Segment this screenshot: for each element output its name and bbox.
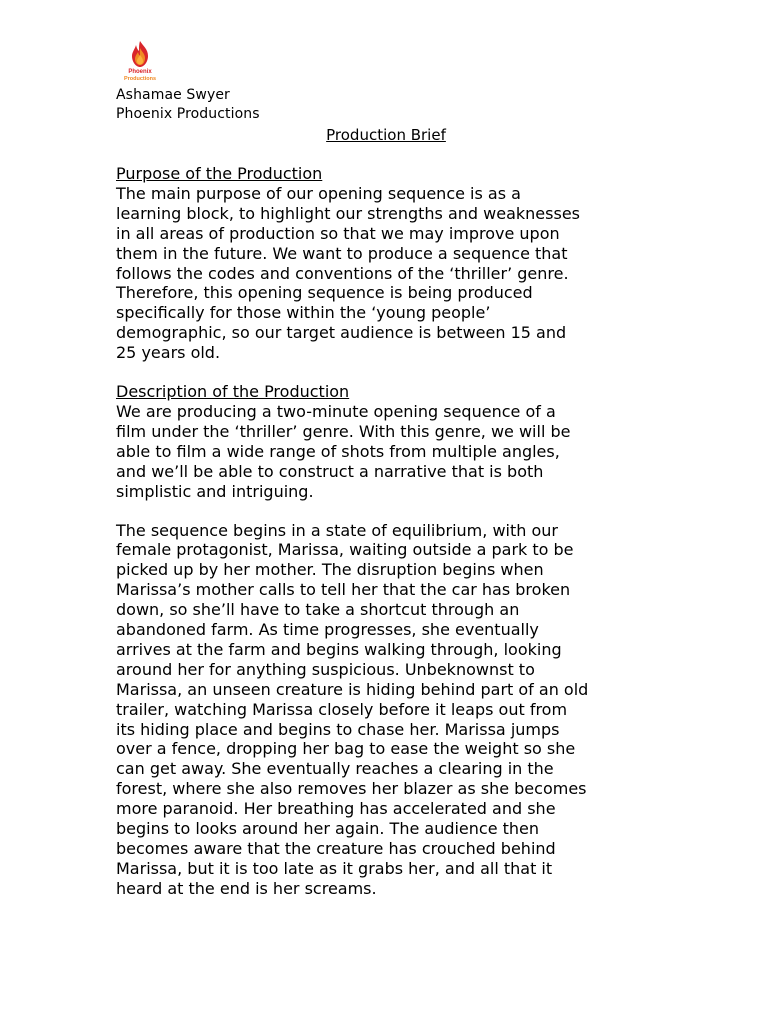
description-heading: Description of the Production xyxy=(116,382,350,402)
description-section xyxy=(116,382,656,899)
phoenix-productions-logo xyxy=(116,40,164,86)
company-name: Phoenix Productions xyxy=(116,106,260,122)
spacer xyxy=(116,145,656,164)
logo-text-line1: Phoenix xyxy=(128,69,152,75)
logo-text-line2: Productions xyxy=(123,76,157,82)
spacer xyxy=(116,502,656,521)
purpose-section xyxy=(116,164,656,363)
purpose-heading: Purpose of the Production xyxy=(116,164,323,183)
author-name: Ashamae Swyer xyxy=(116,87,230,103)
flame-icon xyxy=(128,40,152,70)
logo-wordmark xyxy=(116,69,164,83)
document-title: Production Brief xyxy=(326,126,446,144)
document-page xyxy=(116,40,656,899)
description-paragraph-2: The sequence begins in a state of equilibrium, with our female protagonist, Marissa, waiting outside a park to be picked up by her mother. The disruption begins when Marissa’s mother calls to tell her that the car has broken down, so she’ll have to take a shortcut through an abandoned farm. As time progresses, she eventually arrives at the farm and begins walking through, looking around her for anything suspicious. Unbeknownst to Marissa, an unseen creature is hiding behind part of an old trailer, watching Marissa closely before it leaps out from its hiding place and begins to chase her. Marissa jumps over a fence, dropping her bag to ease the weight so she can get away. She eventually reaches a clearing in the forest, where she also removes her blazer as she becomes more paranoid. Her breathing has accelerated and she begins to looks around her again. The audience then becomes aware that the creature has crouched behind Marissa, but it is too late as it grabs her, and all that it heard at the end is her screams. xyxy=(116,520,589,898)
spacer xyxy=(116,363,656,382)
purpose-paragraph: The main purpose of our opening sequence is as a learning block, to highlight our strengths and weaknesses in all areas of production so that we may improve upon them in the future. We want to produce a sequence that follows the codes and conventions of the ‘thriller’ genre. Therefore, this opening sequence is being produced specifically for those within the ‘young people’ demographic, so our target audience is between 15 and 25 years old. xyxy=(116,183,580,363)
description-paragraph-1: We are producing a two-minute opening sequence of a film under the ‘thriller’ genre. With this genre, we will be able to film a wide range of shots from multiple angles, and we’ll be able to construct a narrative that is both simplistic and intriguing. xyxy=(116,401,571,501)
